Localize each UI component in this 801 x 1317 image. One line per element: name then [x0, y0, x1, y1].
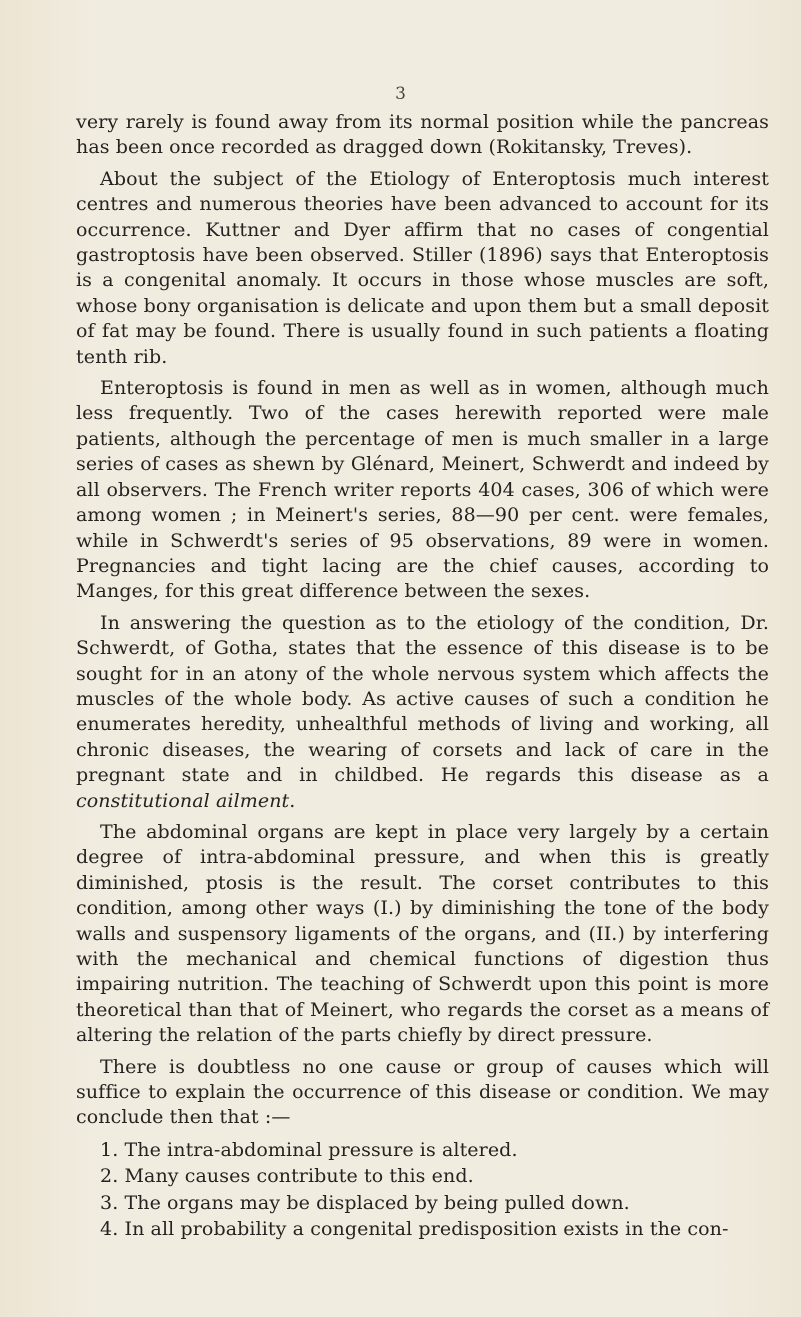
paragraph-4	[76, 611, 769, 814]
paragraph-6: There is doubtless no one cause or group of causes which will suffice to explain the occurrence of this disease or condition. We may conclude then that :—	[76, 1055, 769, 1129]
paragraph-1: very rarely is found away from its normal position while the pancreas has been once recorded as dragged down (Rokitansky, Treves).	[76, 111, 769, 159]
paragraph-4-tail: .	[289, 789, 296, 812]
list-item: 1. The intra-abdominal pressure is altered.	[100, 1138, 518, 1161]
paragraph-4-text: In answering the question as to the etiology of the condition, Dr. Schwerdt, of Gotha, states that the essence of this disease is to be sought for in an atony of the whole nervous system which affects the muscles of the whole body. As active causes of such a condition he enumerates heredity, unhealthful methods of living and working, all chronic diseases, the wearing of corsets and lack of care in the pregnant state and in childbed. He regards this disease as a	[76, 611, 769, 787]
paragraph-2: About the subject of the Etiology of Enteroptosis much interest centres and numerous theories have been advanced to account for its occurrence. Kuttner and Dyer affirm that no cases of congential gastroptosis have been observed. Stiller (1896) says that Enteroptosis is a congenital anomaly. It occurs in those whose muscles are soft, whose bony organisation is delicate and upon them but a small deposit of fat may be found. There is usually found in such patients a floating tenth rib.	[76, 167, 769, 368]
list-item: 2. Many causes contribute to this end.	[100, 1165, 474, 1188]
conclusion-list	[76, 1137, 769, 1243]
paragraph-5: The abdominal organs are kept in place very largely by a certain degree of intra-abdominal pressure, and when this is greatly diminished, ptosis is the result. The corset contributes to this condition, among other ways (I.) by diminishing the tone of the body walls and suspensory ligaments of the organs, and (II.) by interfering with the mechanical and chemical functions of digestion thus impairing nutrition. The teaching of Schwerdt upon this point is more theoretical than that of Meinert, who regards the corset as a means of altering the relation of the parts chiefly by direct pressure.	[76, 820, 769, 1047]
page-number: 3	[395, 84, 406, 104]
list-item: 3. The organs may be displaced by being pulled down.	[100, 1191, 630, 1214]
list-item: 4. In all probability a congenital predisposition exists in the con-	[100, 1218, 729, 1241]
body-text	[76, 110, 769, 1242]
emphasis-constitutional-ailment: constitutional ailment	[76, 789, 290, 812]
paragraph-3: Enteroptosis is found in men as well as in women, although much less frequently. Two of the cases herewith reported were male patients, although the percentage of men is much smaller in a large series of cases as shewn by Glénard, Meinert, Schwerdt and indeed by all observers. The French writer reports 404 cases, 306 of which were among women ; in Meinert's series, 88—90 per cent. were females, while in Schwerdt's series of 95 observations, 89 were in women. Pregnancies and tight lacing are the chief causes, according to Manges, for this great difference between the sexes.	[76, 377, 769, 603]
